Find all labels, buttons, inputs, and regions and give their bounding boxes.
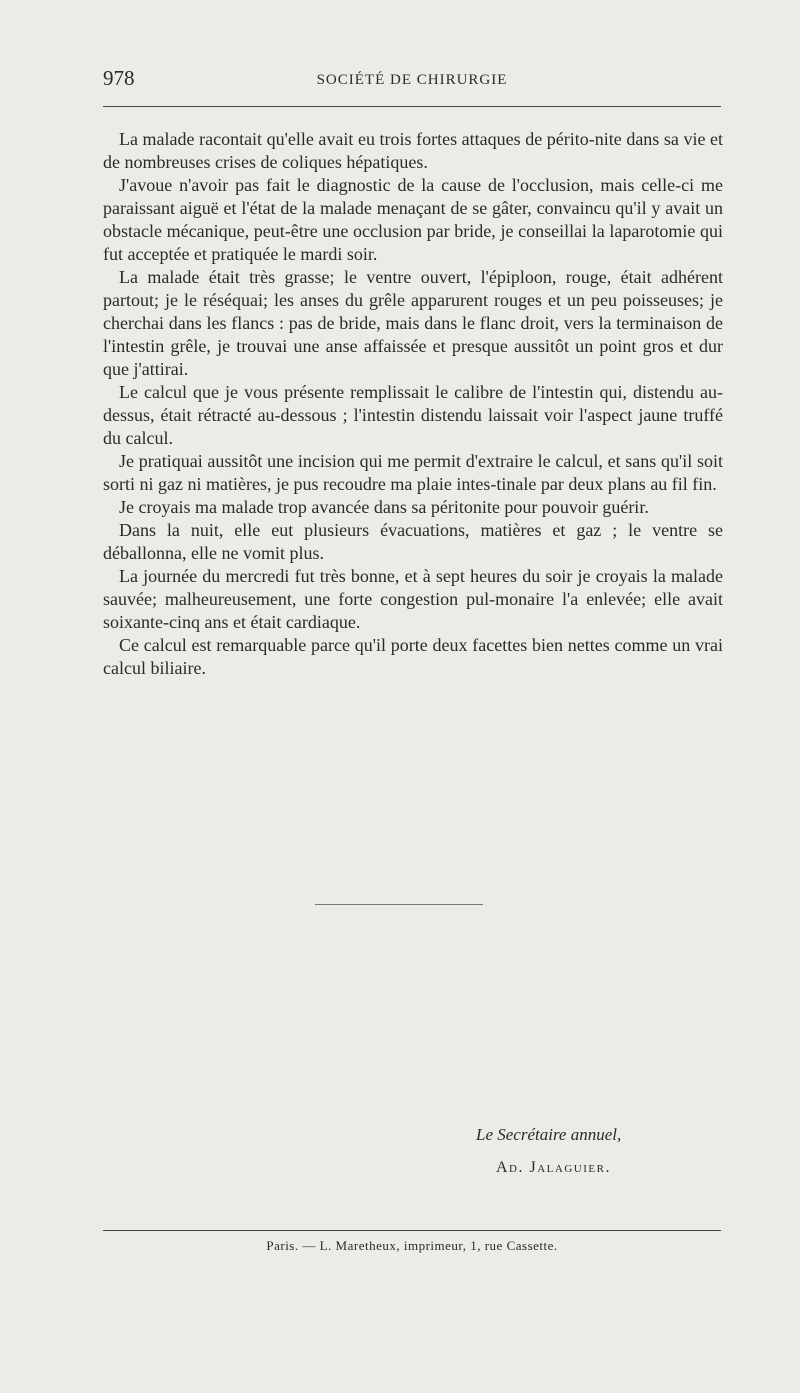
paragraph: J'avoue n'avoir pas fait le diagnostic de la cause de l'occlusion, mais celle-ci me paraissant aiguë et l'état de la malade menaçant de se gâter, convaincu qu'il y avait un obstacle mécanique, peut-être une occlusion par bride, je conseillai la laparotomie qui fut acceptée et pratiquée le mardi soir. (103, 175, 723, 264)
running-title: SOCIÉTÉ DE CHIRURGIE (316, 72, 508, 88)
signature-role: Le Secrétaire annuel, (476, 1125, 622, 1144)
paragraph: La malade racontait qu'elle avait eu trois fortes attaques de périto-nite dans sa vie et de nombreuses crises de coliques hépatiques. (103, 129, 723, 172)
page-number: 978 (103, 66, 135, 90)
paragraph: Le calcul que je vous présente remplissait le calibre de l'intestin qui, distendu au-dessus, était rétracté au-dessous ; l'intestin distendu laissait voir l'aspect jaune truffé du calcul. (103, 382, 723, 448)
paragraph: Ce calcul est remarquable parce qu'il porte deux facettes bien nettes comme un vrai calcul biliaire. (103, 635, 723, 678)
page-header (103, 66, 721, 96)
section-separator (315, 904, 483, 905)
printer-imprint: Paris. — L. Maretheux, imprimeur, 1, rue Cassette. (266, 1238, 558, 1253)
header-rule (103, 106, 721, 107)
paragraph: Je croyais ma malade trop avancée dans sa péritonite pour pouvoir guérir. (119, 497, 649, 517)
paragraph: Dans la nuit, elle eut plusieurs évacuations, matières et gaz ; le ventre se déballonna, elle ne vomit plus. (103, 520, 723, 563)
body-text (103, 128, 723, 680)
signature-name: Ad. Jalaguier. (496, 1159, 611, 1176)
paragraph: La journée du mercredi fut très bonne, et à sept heures du soir je croyais la malade sauvée; malheureusement, une forte congestion pul-monaire l'a enlevée; elle avait soixante-cinq ans et était cardiaque. (103, 566, 723, 632)
paragraph: Je pratiquai aussitôt une incision qui me permit d'extraire le calcul, et sans qu'il soit sorti ni gaz ni matières, je pus recoudre ma plaie intes-tinale par deux plans au fil fin. (103, 451, 723, 494)
signature-block (440, 1125, 720, 1177)
paragraph: La malade était très grasse; le ventre ouvert, l'épiploon, rouge, était adhérent partout; je le réséquai; les anses du grêle apparurent rouges et un peu poisseuses; je cherchai dans les flancs : pas de bride, mais dans le flanc droit, vers la terminaison de l'intestin grêle, je trouvai une anse affaissée et presque aussitôt un point gros et dur que j'attirai. (103, 267, 723, 379)
footer-rule (103, 1230, 721, 1231)
